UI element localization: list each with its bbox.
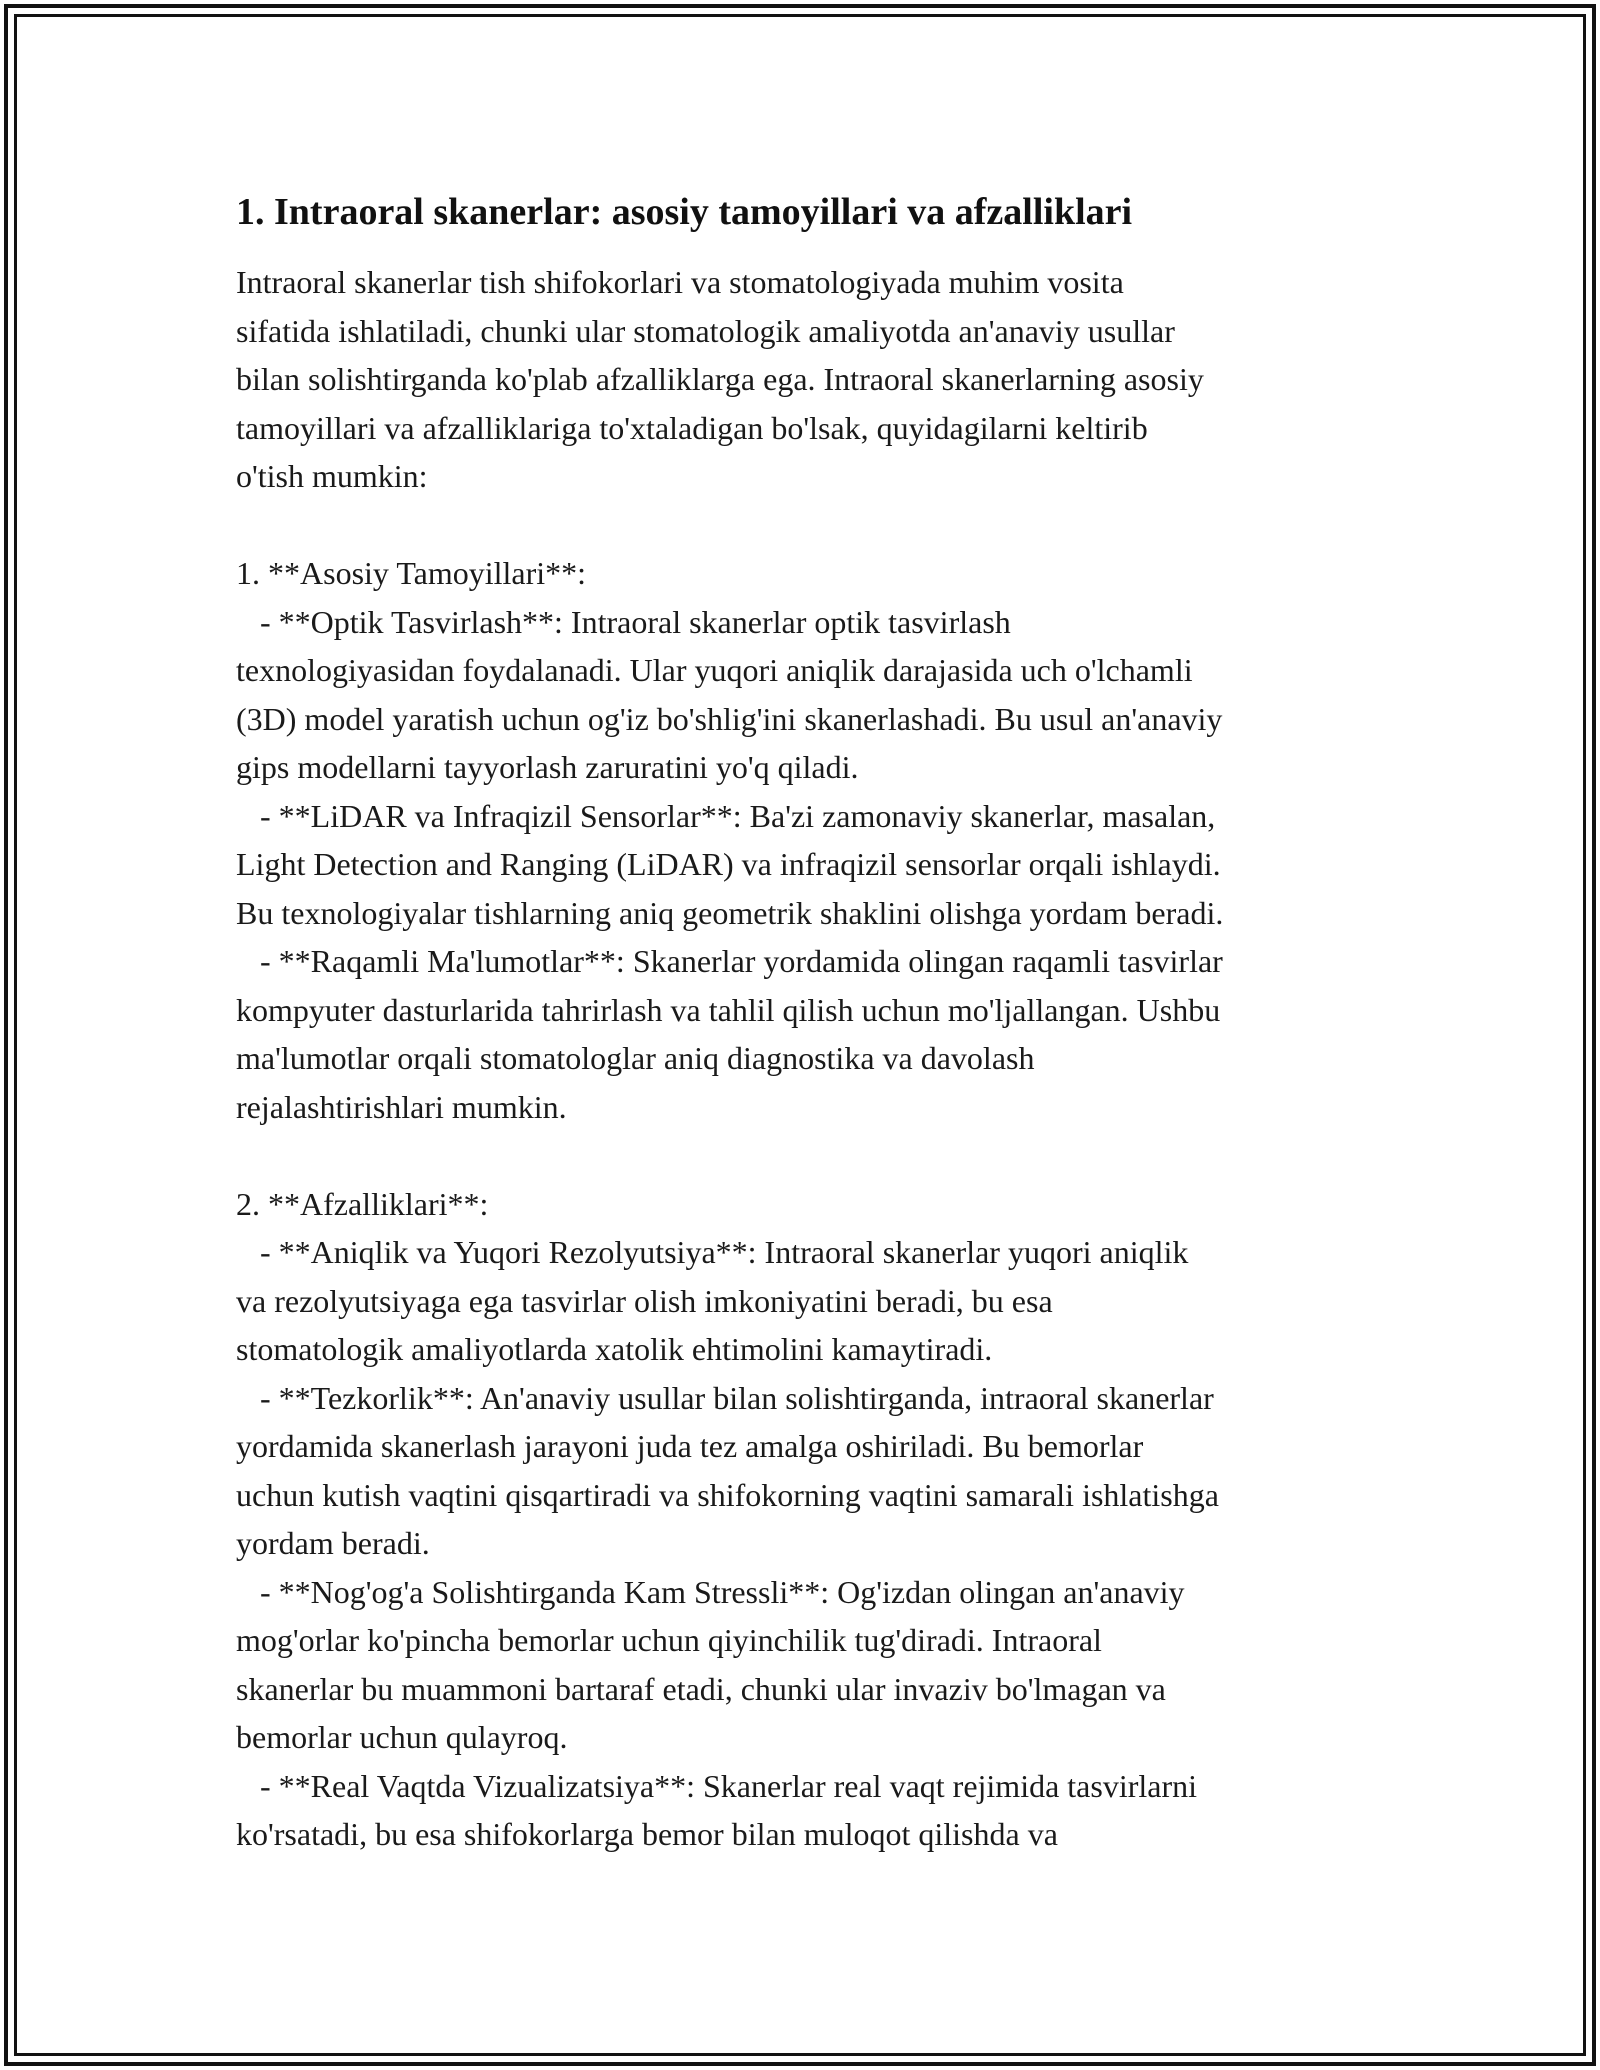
text-line: bemorlar uchun qulayroq. [236,1719,568,1755]
text-line: - **LiDAR va Infraqizil Sensorlar**: Ba'zi zamonaviy skanerlar, masalan, [236,797,1216,834]
text-line: - **Optik Tasvirlash**: Intraoral skanerlar optik tasvirlash [236,603,1011,640]
document-body [236,186,1376,1859]
text-line: yordam beradi. [236,1525,430,1561]
text-line: (3D) model yaratish uchun og'iz bo'shlig'ini skanerlashadi. Bu usul an'anaviy [236,700,1223,737]
paragraph-gap [236,501,1376,550]
text-line: ko'rsatadi, bu esa shifokorlarga bemor bilan muloqot qilishda va [236,1816,1058,1852]
text-line: gips modellarni tayyorlash zaruratini yo'q qiladi. [236,749,859,785]
text-line: Bu texnologiyalar tishlarning aniq geometrik shaklini olishga yordam beradi. [236,894,1224,931]
text-line: sifatida ishlatiladi, chunki ular stomatologik amaliyotda an'anaviy usullar [236,312,1175,349]
text-line: stomatologik amaliyotlarda xatolik ehtimolini kamaytiradi. [236,1331,993,1367]
text-line: mog'orlar ko'pincha bemorlar uchun qiyinchilik tug'diradi. Intraoral [236,1622,1102,1658]
text-line: - **Aniqlik va Yuqori Rezolyutsiya**: Intraoral skanerlar yuqori aniqlik [236,1234,1189,1270]
text-line: texnologiyasidan foydalanadi. Ular yuqori aniqlik darajasida uch o'lchamli [236,652,1193,688]
text-line: o'tish mumkin: [236,458,428,494]
text-line: - **Raqamli Ma'lumotlar**: Skanerlar yordamida olingan raqamli tasvirlar [236,943,1223,979]
text-line: - **Tezkorlik**: An'anaviy usullar bilan solishtirganda, intraoral skanerlar [236,1379,1214,1416]
text-line: rejalashtirishlari mumkin. [236,1088,567,1125]
list-heading: 2. **Afzalliklari**: [236,1185,489,1222]
text-line: ma'lumotlar orqali stomatologlar aniq diagnostika va davolash [236,1040,1035,1076]
list-heading: 1. **Asosiy Tamoyillari**: [236,555,587,591]
text-line: bilan solishtirganda ko'plab afzalliklarga ega. Intraoral skanerlarning asosiy [236,361,1204,397]
text-line: va rezolyutsiyaga ega tasvirlar olish imkoniyatini beradi, bu esa [236,1282,1053,1319]
text-line: kompyuter dasturlarida tahrirlash va tahlil qilish uchun mo'ljallangan. Ushbu [236,991,1221,1028]
text-line: - **Nog'og'a Solishtirganda Kam Stressli**: Og'izdan olingan an'anaviy [236,1573,1185,1610]
text-line: uchun kutish vaqtini qisqartiradi va shifokorning vaqtini samarali ishlatishga [236,1476,1219,1513]
text-line: Intraoral skanerlar tish shifokorlari va stomatologiyada muhim vosita [236,264,1124,300]
advantages-section [236,1180,1376,1859]
text-line: tamoyillari va afzalliklariga to'xtaladigan bo'lsak, quyidagilarni keltirib [236,409,1148,446]
paragraph-gap [236,1131,1376,1180]
principles-section [236,549,1376,1180]
section-heading: 1. Intraoral skanerlar: asosiy tamoyillari va afzalliklari [236,191,1133,233]
intro-paragraph [236,258,1376,549]
text-line: skanerlar bu muammoni bartaraf etadi, chunki ular invaziv bo'lmagan va [236,1670,1166,1707]
text-line: - **Real Vaqtda Vizualizatsiya**: Skanerlar real vaqt rejimida tasvirlarni [236,1767,1198,1804]
text-line: yordamida skanerlash jarayoni juda tez amalga oshiriladi. Bu bemorlar [236,1428,1144,1464]
text-line: Light Detection and Ranging (LiDAR) va infraqizil sensorlar orqali ishlaydi. [236,846,1221,882]
